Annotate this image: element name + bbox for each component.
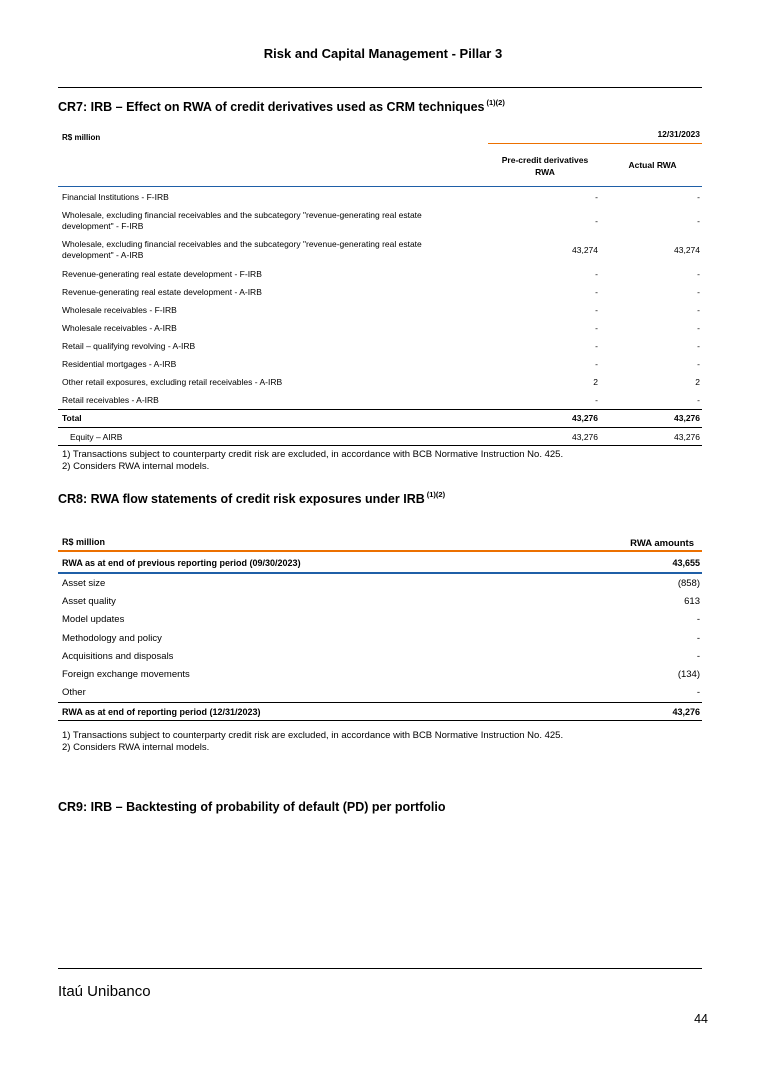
cr7-row-pre-credit-value: - [595, 395, 598, 405]
cr7-row-pre-credit-value: - [595, 359, 598, 369]
cr7-total-divider-bottom [58, 427, 702, 428]
cr8-row-value: - [696, 614, 700, 626]
cr7-row-pre-credit-value: - [595, 287, 598, 297]
cr7-row-pre-credit-value: 2 [593, 377, 598, 387]
cr8-row-label: Foreign exchange movements [62, 669, 190, 680]
cr7-row-actual-value: - [697, 269, 700, 279]
cr7-col-actual-header: Actual RWA [628, 160, 677, 170]
cr8-col-header: RWA amounts [630, 538, 694, 549]
cr7-row-label [62, 359, 462, 370]
footer-divider [58, 968, 702, 969]
cr8-footnote-1: 1) Transactions subject to counterparty credit risk are excluded, in accordance with BCB Normative Instruction No. 425. [62, 730, 564, 741]
cr7-row-label [62, 192, 462, 203]
page-number: 44 [694, 1012, 708, 1026]
cr7-row-pre-credit-value: 43,274 [572, 245, 598, 255]
cr7-row-label-line: Revenue-generating real estate development - A-IRB [62, 287, 262, 297]
cr7-footnote-2: 2) Considers RWA internal models. [62, 461, 210, 472]
page-header-title: Risk and Capital Management - Pillar 3 [263, 46, 503, 61]
cr8-header-underline [58, 550, 702, 552]
cr8-row-label: Acquisitions and disposals [62, 650, 174, 662]
cr7-row-actual-value: - [697, 359, 700, 369]
cr7-equity-divider [58, 445, 702, 446]
cr7-total-actual: 43,276 [674, 413, 700, 423]
cr7-row-actual-value: - [697, 395, 700, 405]
cr7-date: 12/31/2023 [657, 129, 700, 139]
cr7-row-label-line: Wholesale receivables - F-IRB [62, 305, 177, 315]
cr7-row-label [62, 341, 462, 352]
cr7-row-label-line: Retail receivables - A-IRB [62, 395, 159, 405]
cr8-row-label: Model updates [62, 614, 125, 626]
cr7-row-label [62, 239, 462, 261]
cr7-row-label [62, 210, 462, 232]
cr7-row-label [62, 305, 462, 316]
cr8-opening-underline [58, 572, 702, 574]
cr8-footnote-2: 2) Considers RWA internal models. [62, 742, 210, 753]
cr7-row-label-line: development" - F-IRB [62, 221, 144, 231]
cr7-row-label-line: Other retail exposures, excluding retail receivables - A-IRB [62, 377, 283, 387]
cr8-row-value: 613 [684, 596, 700, 608]
cr7-equity-label: Equity – AIRB [70, 432, 123, 442]
cr7-date-underline [488, 143, 702, 144]
cr7-row-actual-value: - [697, 216, 700, 226]
cr7-total-divider-top [58, 409, 702, 410]
footer-company: Itaú Unibanco [58, 983, 151, 1000]
cr7-row-actual-value: - [697, 305, 700, 315]
cr7-title: CR7: IRB – Effect on RWA of credit derivatives used as CRM techniques $^{(1)(2)}$ [58, 98, 505, 114]
cr7-col-pre-credit-header: Pre-credit derivatives RWA [501, 155, 589, 177]
cr7-row-actual-value: 43,274 [674, 245, 700, 255]
cr8-opening-value: 43,655 [672, 558, 700, 568]
cr7-row-label-line: Financial Institutions - F-IRB [62, 192, 169, 202]
cr7-row-label-line: Wholesale receivables - A-IRB [62, 323, 177, 333]
cr8-row-value: - [696, 632, 700, 644]
cr7-row-label-line: Wholesale, excluding financial receivables and the subcategory "revenue-generating real estate [62, 239, 422, 249]
cr7-row-actual-value: - [697, 287, 700, 297]
cr8-opening-label: RWA as at end of previous reporting period (09/30/2023) [62, 558, 301, 568]
cr8-row-label: Methodology and policy [62, 632, 162, 644]
cr8-row-value: (134) [677, 669, 700, 680]
cr7-row-pre-credit-value: - [595, 305, 598, 315]
cr8-closing-divider-top [58, 702, 702, 703]
cr7-row-label [62, 269, 462, 280]
cr7-row-actual-value: - [697, 341, 700, 351]
cr8-closing-value: 43,276 [672, 707, 700, 717]
cr7-row-label [62, 323, 462, 334]
cr8-closing-divider-bottom [58, 720, 702, 721]
cr8-closing-label: RWA as at end of reporting period (12/31/2023) [62, 707, 261, 717]
cr7-row-label [62, 395, 462, 406]
cr7-row-label-line: development" - A-IRB [62, 250, 144, 260]
cr8-row-label: Asset size [62, 578, 106, 589]
cr7-footnote-1: 1) Transactions subject to counterparty credit risk are excluded, in accordance with BCB Normative Instruction No. 425. [62, 449, 564, 460]
cr7-equity-actual: 43,276 [674, 432, 700, 442]
cr7-row-label-line: Revenue-generating real estate development - F-IRB [62, 269, 262, 279]
cr7-row-pre-credit-value: - [595, 192, 598, 202]
cr7-row-label-line: Wholesale, excluding financial receivables and the subcategory "revenue-generating real estate [62, 210, 422, 220]
cr7-row-pre-credit-value: - [595, 341, 598, 351]
cr7-row-label-line: Retail – qualifying revolving - A-IRB [62, 341, 196, 351]
cr7-row-label [62, 287, 462, 298]
cr8-row-value: - [696, 687, 700, 699]
cr7-row-pre-credit-value: - [595, 269, 598, 279]
cr7-total-pre: 43,276 [572, 413, 598, 423]
cr8-title: CR8: RWA flow statements of credit risk exposures under IRB $^{(1)(2)}$ [58, 490, 446, 506]
cr8-row-value: - [696, 650, 700, 662]
cr8-row-label: Asset quality [62, 596, 116, 608]
cr7-row-actual-value: - [697, 323, 700, 333]
cr7-row-pre-credit-value: - [595, 323, 598, 333]
cr8-row-value: (858) [677, 578, 700, 589]
cr7-row-label [62, 377, 462, 388]
cr7-row-label-line: Residential mortgages - A-IRB [62, 359, 177, 369]
cr7-row-actual-value: 2 [695, 377, 700, 387]
cr9-title: CR9: IRB – Backtesting of probability of default (PD) per portfolio [58, 800, 446, 814]
cr8-row-label: Other [62, 687, 86, 699]
cr7-unit: R$ million [62, 133, 101, 142]
cr8-unit: R$ million [62, 537, 106, 547]
cr7-total-label: Total [62, 413, 82, 423]
header-divider [58, 87, 702, 88]
cr7-header-underline [58, 186, 702, 187]
cr7-equity-pre: 43,276 [572, 432, 598, 442]
cr7-row-pre-credit-value: - [595, 216, 598, 226]
cr7-row-actual-value: - [697, 192, 700, 202]
